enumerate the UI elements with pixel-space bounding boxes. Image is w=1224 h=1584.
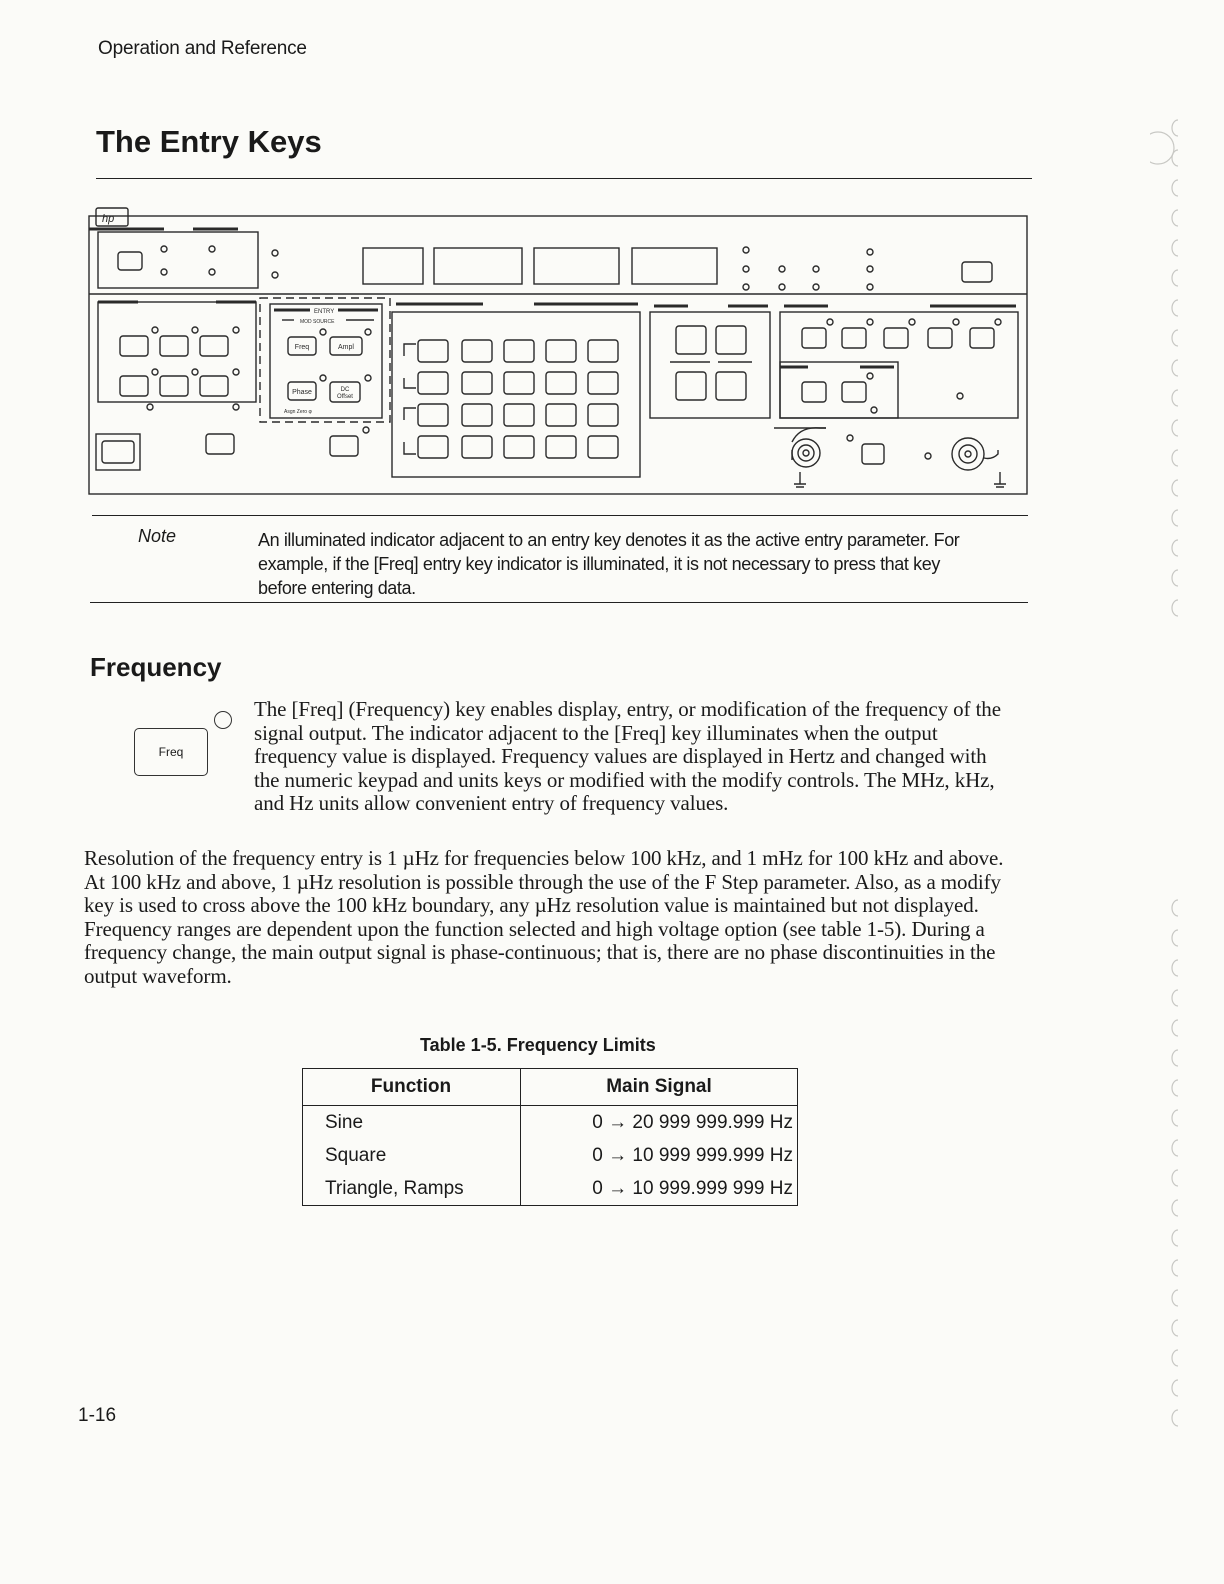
table-row: [303, 1139, 798, 1172]
sync-bnc-connector: [792, 439, 820, 467]
note-rule-bottom: [90, 602, 1028, 603]
power-key: [962, 262, 992, 282]
freq-key-label: Freq: [158, 745, 184, 759]
page-number: 1-16: [78, 1405, 117, 1426]
dc-offset-label-1: DC: [340, 387, 350, 393]
top-left-group: [98, 232, 258, 288]
display-1: [363, 248, 423, 284]
note-text: An illuminated indicator adjacent to an entry key denotes it as the active entry parameter. For example, if the [Freq] entry key indicator is illuminated, it is not necessary to press that key before entering data.: [258, 530, 960, 598]
table-cell-limit: 0 → 10 999 999.999 Hz: [592, 1144, 793, 1166]
display-2: [434, 248, 522, 284]
frequency-paragraph-1: The [Freq] (Frequency) key enables display, entry, or modification of the frequency of the signal output. The indicator adjacent to the [Freq] key illuminates when the output frequency value is displayed. Frequency values are displayed in Hertz and changed with the numeric keypad and units keys or modified with the modify controls. The MHz, kHz, and Hz units allow convenient entry of frequency values.: [254, 697, 1001, 815]
table-header-function: Function: [303, 1069, 521, 1106]
table-header-row: [303, 1069, 798, 1106]
title-rule: [96, 178, 1032, 179]
frequency-paragraph-2: Resolution of the frequency entry is 1 µHz for frequencies below 100 kHz, and 1 mHz for 100 kHz and above. At 100 kHz and above, 1 µHz resolution is possible through the use of the F Step parameter. Also, as a modify key is used to cross above the 100 kHz boundary, any µHz resolution value is maintained but not displayed. Frequency ranges are dependent upon the function selected and high voltage option (see table 1-5). During a frequency change, the main output signal is phase-continuous; that is, there are no phase discontinuities in the output waveform.: [84, 846, 1004, 988]
table-row: [303, 1172, 798, 1206]
section-title: The Entry Keys: [96, 124, 322, 159]
front-panel-illustration: [88, 202, 1030, 497]
entry-label: ENTRY: [314, 309, 335, 315]
assign-zero-label: Asgn Zero φ: [284, 409, 312, 415]
function-block: [98, 302, 256, 402]
svg-text:hp: hp: [102, 213, 115, 225]
binder-hole-marks: [1150, 80, 1210, 1560]
table-cell-function: Sine: [303, 1106, 521, 1140]
running-head: Operation and Reference: [98, 38, 307, 59]
frequency-heading: Frequency: [90, 652, 222, 682]
keypad-keys: [418, 340, 618, 458]
table-header-main-signal: Main Signal: [521, 1069, 798, 1106]
main-output-bnc-connector: [952, 438, 984, 470]
freq-key-illustration: [134, 728, 208, 776]
mod-source-label: MOD SOURCE: [300, 319, 335, 325]
dc-offset-label-2: Offset: [337, 394, 353, 400]
ampl-entry-key-label: Ampl: [338, 344, 354, 351]
table-cell-limit: 0 → 20 999 999.999 Hz: [592, 1111, 793, 1133]
table-row: [303, 1106, 798, 1140]
modify-block: [650, 312, 770, 418]
table-cell-function: Triangle, Ramps: [303, 1172, 521, 1206]
table-caption: Table 1-5. Frequency Limits: [420, 1035, 656, 1055]
entry-key-block: [260, 298, 390, 422]
note-rule-top: [92, 515, 1028, 516]
freq-indicator-led: [214, 711, 232, 729]
phase-entry-key-label: Phase: [292, 389, 312, 396]
table-cell-function: Square: [303, 1139, 521, 1172]
display-4: [632, 248, 717, 284]
freq-entry-key-label: Freq: [294, 344, 310, 351]
display-3: [534, 248, 619, 284]
table-cell-limit: 0 → 10 999.999 999 Hz: [592, 1177, 793, 1199]
annunciator-leds: [743, 247, 873, 290]
note-label: Note: [138, 526, 177, 546]
panel-frame: [89, 216, 1027, 494]
frequency-limits-table: [302, 1068, 798, 1206]
